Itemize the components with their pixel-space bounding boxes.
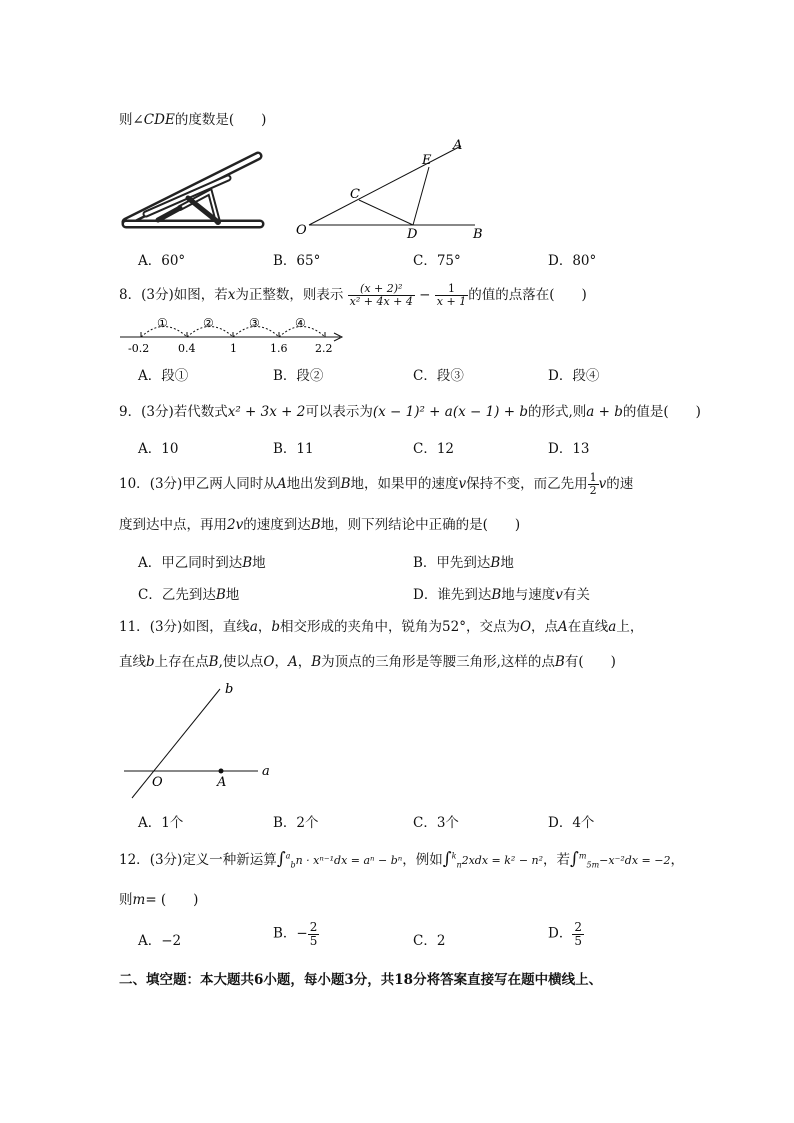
q7-label-O: O xyxy=(296,223,307,238)
q8-tick-label-3: 1 xyxy=(230,342,237,355)
q12-line2: 则 xyxy=(119,892,133,908)
q12-option-d-fraction xyxy=(572,921,584,947)
q12-text-a: 定义一种新运算 xyxy=(182,852,277,868)
q12-option-b-fraction xyxy=(308,921,320,947)
q12-line2-b: = ( ) xyxy=(145,892,199,908)
q7-option-c[interactable] xyxy=(413,249,461,269)
q8-option-a-text: 段① xyxy=(161,368,189,384)
q10-option-b-b: B xyxy=(490,555,501,571)
q8-frac2-den: x + 1 xyxy=(436,295,467,308)
q9-option-b-letter: B． xyxy=(273,441,297,457)
q11-var-a-point-2: A xyxy=(287,654,298,670)
q10-score: (3分) xyxy=(149,476,183,492)
q12-stem-line-1 xyxy=(119,848,684,870)
q8-option-c-text: 段③ xyxy=(436,368,464,384)
q12-option-c-letter: C． xyxy=(413,933,437,949)
q7-option-d[interactable] xyxy=(548,249,596,269)
q7-tool-image xyxy=(118,150,268,235)
q11-option-b-text: 2个 xyxy=(296,815,319,831)
q11-option-a[interactable] xyxy=(138,811,183,831)
q12-option-d[interactable] xyxy=(548,921,584,947)
q10-point-a: A xyxy=(276,476,287,492)
q9-option-d[interactable] xyxy=(548,437,590,457)
section-2-heading: 二、填空题：本大题共6小题，每小题3分，共18分将答案直接写在题中横线上、 xyxy=(119,972,603,988)
q8-stem xyxy=(119,283,587,308)
q10-option-d-b: B xyxy=(491,587,502,603)
q11-option-a-letter: A． xyxy=(138,815,162,831)
q9-score: (3分) xyxy=(141,404,174,420)
q9-number: 9． xyxy=(119,404,142,420)
q11-var-b: b xyxy=(271,619,281,635)
q12-option-d-den: 5 xyxy=(574,933,582,948)
q8-tick-label-5: 2.2 xyxy=(315,342,333,355)
q10-option-c[interactable] xyxy=(138,583,239,603)
q11-option-d-text: 4个 xyxy=(572,815,595,831)
q11-diagram xyxy=(122,682,282,802)
q12-option-b-text: − xyxy=(296,925,308,942)
q12-number: 12． xyxy=(119,852,150,868)
q11-option-d-letter: D． xyxy=(548,815,573,831)
q12-text-b: ，例如 xyxy=(402,852,443,868)
q11-var-b-2: b xyxy=(146,654,155,670)
q8-number-line xyxy=(118,312,348,356)
q11-label-o: O xyxy=(152,775,163,790)
q11-var-b-point: B xyxy=(208,654,219,670)
q10-option-c-b: B xyxy=(215,587,226,603)
q10-two-v: 2v xyxy=(227,517,244,533)
q11-line1-d: ，点 xyxy=(531,619,559,635)
q10-option-d[interactable] xyxy=(413,583,590,603)
q9-option-a-text: 10 xyxy=(161,441,179,457)
q9-expr-2: (x − 1)² + a(x − 1) + b xyxy=(372,404,528,420)
q12-option-b-letter: B． xyxy=(273,925,297,942)
q7-option-c-letter: C． xyxy=(413,253,437,269)
q10-stem-line-2 xyxy=(119,513,520,533)
q9-option-b-text: 11 xyxy=(296,441,314,457)
q10-option-b-text: 甲先到达 xyxy=(436,555,491,571)
q10-option-d-letter: D． xyxy=(413,587,438,603)
q12-option-b[interactable] xyxy=(273,921,319,947)
q12-option-c-text: 2 xyxy=(436,933,446,949)
q11-line2-a: 直线 xyxy=(119,654,146,670)
q11-line1-b: 相交形成的夹角中，锐角为 xyxy=(280,619,443,635)
q11-option-d[interactable] xyxy=(548,811,594,831)
q12-stem-line-2 xyxy=(119,888,198,908)
q8-frac1-den: x² + 4x + 4 xyxy=(349,295,413,308)
q8-frac2-num: 1 xyxy=(435,283,468,296)
q8-minus: − xyxy=(419,287,431,303)
q7-stem-math: ∠CDE xyxy=(132,112,175,128)
q7-option-c-text: 75° xyxy=(436,253,461,269)
q10-option-a-text: 甲乙同时到达 xyxy=(161,555,243,571)
q7-label-C: C xyxy=(350,187,360,202)
q9-text-c: 的形式,则 xyxy=(527,404,587,420)
q10-option-b-letter: B． xyxy=(413,555,437,571)
q12-option-a-letter: A． xyxy=(138,933,162,949)
q8-var-x: x xyxy=(227,287,236,303)
q9-option-c[interactable] xyxy=(413,437,454,457)
q8-option-b-letter: B． xyxy=(273,368,297,384)
q12-option-d-num: 2 xyxy=(574,920,582,934)
q7-stem xyxy=(119,108,266,128)
q9-option-d-text: 13 xyxy=(572,441,590,457)
q12-expr-3: −x⁻²dx = −2 xyxy=(599,854,671,867)
q8-option-b[interactable] xyxy=(273,364,323,384)
q11-angle: 52° xyxy=(442,619,466,635)
q7-option-d-letter: D． xyxy=(548,253,573,269)
q9-option-d-letter: D． xyxy=(548,441,573,457)
q11-line1-e: 在直线 xyxy=(567,619,609,635)
q12-int3-top: m xyxy=(578,851,587,861)
q12-integral-2: ∫ xyxy=(442,849,452,869)
q11-option-b-letter: B． xyxy=(273,815,297,831)
q7-option-b-text: 65° xyxy=(296,253,321,269)
q11-label-a-point: A xyxy=(217,775,227,790)
q11-option-a-text: 1个 xyxy=(161,815,184,831)
q10-option-c-text: 乙先到达 xyxy=(161,587,216,603)
q11-option-c-text: 3个 xyxy=(436,815,459,831)
q11-var-o-2: O xyxy=(263,654,275,670)
q10-option-d-tail: 地与速度 xyxy=(501,587,556,603)
q10-option-b[interactable] xyxy=(413,551,514,571)
q10-option-c-tail: 地 xyxy=(225,587,240,603)
q11-line2-c: ,使以点 xyxy=(218,654,264,670)
q10-stem-line-1 xyxy=(119,472,633,497)
q11-line1-f: 上， xyxy=(616,619,644,635)
q8-option-d-text: 段④ xyxy=(572,368,600,384)
q8-option-d-letter: D． xyxy=(548,368,573,384)
q8-option-c-letter: C． xyxy=(413,368,437,384)
q8-text-a: 如图，若 xyxy=(173,287,228,303)
q10-text-b: 地出发到 xyxy=(286,476,341,492)
q10-half-num: 1 xyxy=(589,471,597,485)
q11-sep-2: ， xyxy=(274,654,288,670)
q8-text-c: 的值的点落在( ) xyxy=(468,287,587,303)
q12-option-b-den: 5 xyxy=(309,933,318,948)
q8-option-b-text: 段② xyxy=(296,368,324,384)
q12-integral-3: ∫ xyxy=(570,849,579,869)
q11-stem-line-2 xyxy=(119,650,616,670)
q11-line2-d: 为顶点的三角形是等腰三角形,这样的点 xyxy=(321,654,555,670)
q11-option-c-letter: C． xyxy=(413,815,437,831)
q8-number: 8． xyxy=(119,287,142,303)
q11-line2-b: 上存在点 xyxy=(154,654,209,670)
q7-option-a[interactable] xyxy=(138,249,185,269)
q8-segment-2: ② xyxy=(203,316,214,330)
q12-option-d-letter: D． xyxy=(548,925,573,942)
q7-option-a-letter: A． xyxy=(138,253,162,269)
q11-sep: ， xyxy=(257,619,272,635)
q12-option-a-text: −2 xyxy=(161,933,182,949)
q10-option-a[interactable] xyxy=(138,551,266,571)
q10-option-c-letter: C． xyxy=(138,587,162,603)
q11-option-c[interactable] xyxy=(413,811,459,831)
q7-option-a-text: 60° xyxy=(161,253,186,269)
q7-option-b[interactable] xyxy=(273,249,320,269)
q7-stem-suffix: 的度数是( ) xyxy=(174,112,267,128)
q10-option-a-b: B xyxy=(242,555,253,571)
q10-point-b-2: B xyxy=(310,517,321,533)
q11-var-b-point-3: B xyxy=(554,654,565,670)
q9-option-b[interactable] xyxy=(273,437,314,457)
q10-text-c: 地，如果甲的速度 xyxy=(350,476,459,492)
q10-point-b: B xyxy=(340,476,351,492)
q12-int2-bot: n xyxy=(456,860,462,870)
q8-text-b: 为正整数，则表示 xyxy=(235,287,344,303)
q11-var-a-point: A xyxy=(558,619,568,635)
q11-var-a: a xyxy=(249,619,258,635)
q10-text-d: 保持不变，而乙先用 xyxy=(466,476,588,492)
q11-label-a: a xyxy=(262,764,270,779)
q8-option-c[interactable] xyxy=(413,364,464,384)
q8-segment-4: ④ xyxy=(295,316,306,330)
q11-number: 11． xyxy=(119,619,150,635)
q8-tick-label-4: 1.6 xyxy=(270,342,288,355)
q10-option-b-tail: 地 xyxy=(500,555,514,571)
q8-frac1-num: (x + 2)² xyxy=(348,283,415,296)
q10-half-fraction xyxy=(588,472,599,496)
q10-line2-b: 的速度到达 xyxy=(243,517,311,533)
q11-score: (3分) xyxy=(149,619,183,635)
q10-text-e: 的速 xyxy=(606,476,634,492)
q10-text-a: 甲乙两人同时从 xyxy=(182,476,277,492)
q11-line1-a: 如图，直线 xyxy=(182,619,250,635)
q12-option-a[interactable] xyxy=(138,929,181,949)
q9-stem xyxy=(119,400,701,420)
q8-segment-1: ① xyxy=(157,316,168,330)
q9-text-d: 的值是( ) xyxy=(622,404,701,420)
q12-text-c: ，若 xyxy=(543,852,571,868)
q9-text-b: 可以表示为 xyxy=(305,404,373,420)
q8-option-a[interactable] xyxy=(138,364,188,384)
q9-text-a: 若代数式 xyxy=(173,404,228,420)
q10-option-d-text: 谁先到达 xyxy=(437,587,492,603)
q12-int1-bot: b xyxy=(290,860,296,870)
q8-option-a-letter: A． xyxy=(138,368,162,384)
q12-var-m: m xyxy=(132,892,146,908)
q8-tick-label-1: -0.2 xyxy=(128,342,150,355)
q9-option-a[interactable] xyxy=(138,437,178,457)
q10-var-v-2: v xyxy=(598,476,607,492)
q7-label-E: E xyxy=(422,153,432,168)
q8-option-d[interactable] xyxy=(548,364,599,384)
q9-option-c-text: 12 xyxy=(436,441,455,457)
q12-option-c[interactable] xyxy=(413,929,445,949)
q11-option-b[interactable] xyxy=(273,811,319,831)
q7-label-B: B xyxy=(473,227,483,242)
q12-expr-2: 2xdx = k² − n² xyxy=(461,854,544,867)
q10-line2-a: 度到达中点，再用 xyxy=(119,517,227,533)
q12-int1-top: a xyxy=(285,851,291,861)
q10-var-v: v xyxy=(458,476,467,492)
q8-fraction-1 xyxy=(348,283,415,307)
q11-var-b-point-2: B xyxy=(311,654,322,670)
q10-option-d-v: v xyxy=(555,587,563,603)
q11-line1-c: ，交点为 xyxy=(465,619,520,635)
q11-var-a-2: a xyxy=(608,619,617,635)
q8-tick-label-2: 0.4 xyxy=(178,342,196,355)
q9-expr-1: x² + 3x + 2 xyxy=(227,404,306,420)
q11-sep-3: ， xyxy=(297,654,312,670)
q12-integral-1: ∫ xyxy=(276,849,286,869)
q8-segment-3: ③ xyxy=(249,316,260,330)
q10-line2-c: 地，则下列结论中正确的是( ) xyxy=(320,517,521,533)
q7-geometry-diagram xyxy=(295,138,495,242)
q12-int2-top: k xyxy=(451,851,457,861)
q12-option-b-num: 2 xyxy=(309,920,318,934)
q11-var-o: O xyxy=(519,619,532,635)
q7-option-b-letter: B． xyxy=(273,253,297,269)
q7-label-D: D xyxy=(407,227,418,242)
q9-expr-3: a + b xyxy=(586,404,623,420)
q12-int3-bot: 5m xyxy=(586,860,600,870)
q11-label-b: b xyxy=(225,682,234,697)
q12-expr-1: n · xⁿ⁻¹dx = aⁿ − bⁿ xyxy=(295,854,403,867)
q12-text-d: ， xyxy=(670,852,684,868)
q11-line2-e: 有( ) xyxy=(564,654,616,670)
q9-option-c-letter: C． xyxy=(413,441,437,457)
q7-option-d-text: 80° xyxy=(572,253,597,269)
q10-number: 10． xyxy=(119,476,150,492)
q7-label-A: A xyxy=(453,138,463,153)
q11-stem-line-1 xyxy=(119,615,643,635)
q12-score: (3分) xyxy=(149,852,183,868)
q10-option-d-tail2: 有关 xyxy=(562,587,590,603)
q9-option-a-letter: A． xyxy=(138,441,162,457)
q8-fraction-2 xyxy=(435,283,468,307)
q10-option-a-letter: A． xyxy=(138,555,162,571)
q10-half-den: 2 xyxy=(589,484,597,497)
q8-score: (3分) xyxy=(141,287,174,303)
q10-option-a-tail: 地 xyxy=(252,555,266,571)
q7-stem-prefix: 则 xyxy=(119,112,133,128)
